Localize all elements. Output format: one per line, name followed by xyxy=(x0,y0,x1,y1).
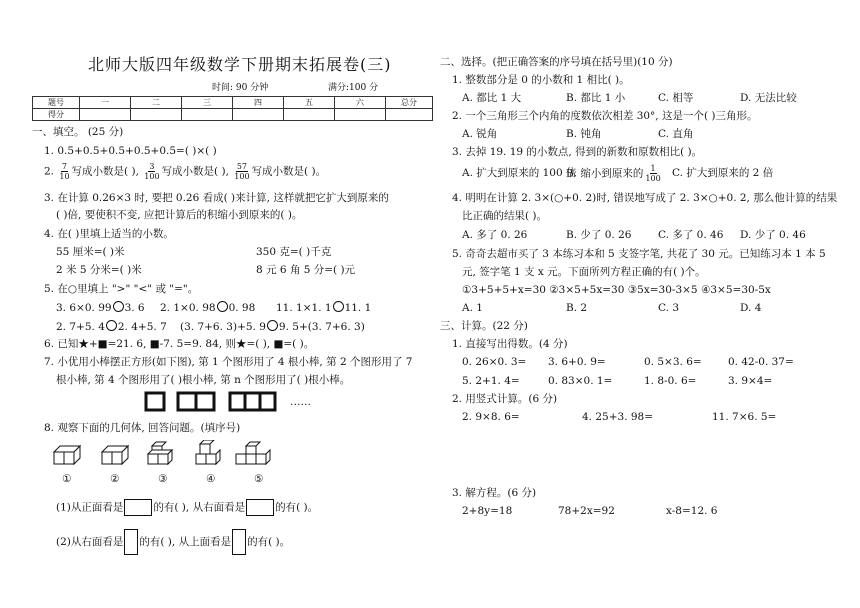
s1-q5-row1a xyxy=(56,301,145,315)
compare-circle[interactable] xyxy=(106,320,117,331)
fraction-denominator: 100 xyxy=(144,172,160,181)
compare-circle[interactable] xyxy=(217,301,228,312)
vertical-calc-item: 4. 25+3. 98= xyxy=(582,411,654,423)
s2-q2-option-b: B. 钝角 xyxy=(566,128,602,140)
compare-circle[interactable] xyxy=(333,301,344,312)
s1-q8-part2 xyxy=(56,529,290,555)
score-cell[interactable] xyxy=(131,109,182,121)
solid-label-2: ② xyxy=(110,473,120,485)
calc-item: 5. 2+1. 4= xyxy=(462,375,520,387)
table-header-cell: 三 xyxy=(182,97,233,109)
full-score: 满分:100 分 xyxy=(328,83,379,93)
s2-q3-option-a: A. 扩大到原来的 100 倍 xyxy=(462,167,577,179)
fraction xyxy=(233,162,250,181)
fraction-denominator: 10 xyxy=(59,172,70,181)
score-cell[interactable] xyxy=(335,109,386,121)
s1-q5: 5. 在○里填上 ">" "<" 或 "="。 xyxy=(44,283,199,295)
table-header-cell: 题号 xyxy=(33,97,80,109)
s2-q1-option-d: D. 无法比较 xyxy=(740,92,797,104)
square-figure-2 xyxy=(178,393,214,410)
s1-q4c: 2 米 5 分米=( )米 xyxy=(56,264,142,276)
calc-item: 1. 8-0. 6= xyxy=(644,375,697,387)
s1-q6: 6. 已知★+■=21. 6, ■-7. 5=9. 84, 则★=( ), ■=( )。 xyxy=(44,338,315,350)
fraction xyxy=(58,162,70,181)
s2-q3-option-c: C. 扩大到原来的 2 倍 xyxy=(672,167,774,179)
compare-circle[interactable] xyxy=(113,301,124,312)
table-header-cell: 总分 xyxy=(386,97,433,109)
score-cell[interactable] xyxy=(284,109,335,121)
s1-q7-line2: 根小棒, 第 4 个图形用了( )根小棒, 第 n 个图形用了( )根小棒。 xyxy=(56,374,351,386)
table-score-row xyxy=(33,109,433,121)
solid-label-5: ⑤ xyxy=(254,473,264,485)
solid-1 xyxy=(54,446,80,464)
s1-q5-row1b xyxy=(160,301,255,315)
expr: 11. 1 xyxy=(344,302,372,314)
solid-label-1: ① xyxy=(62,473,72,485)
s2-q5-equations: ①3+5+5+x=30 ②3×5+5x=30 ③5x=30-3×5 ④3×5=30-5x xyxy=(462,284,771,296)
s2-q5-option-a: A. 1 xyxy=(462,302,483,314)
s2-q3-option-b xyxy=(566,164,663,183)
expr: 3. 6 xyxy=(124,302,145,314)
equation-item: 78+2x=92 xyxy=(558,505,615,517)
score-table xyxy=(32,96,433,121)
s2-q4-line1: 4. 明明在计算 2. 3×(○+0. 2)时, 错误地写成了 2. 3×○+0. 2, 那么他计算的结果 xyxy=(452,192,838,204)
solid-4 xyxy=(196,440,220,464)
table-header-row xyxy=(33,97,433,109)
q-text: 的有( )。 xyxy=(247,536,291,548)
expr: 9. 5+(3. 7+6. 3) xyxy=(278,321,365,333)
section3-heading: 三、计算。(22 分) xyxy=(440,320,528,332)
equation-item: 2+8y=18 xyxy=(462,505,513,517)
expr: (3. 7+6. 3)+5. 9 xyxy=(180,321,266,333)
score-cell[interactable] xyxy=(386,109,433,121)
fraction-numerator: 3 xyxy=(149,162,155,171)
fraction-numerator: 57 xyxy=(236,162,248,171)
expr: 2. 1×0. 98 xyxy=(160,302,216,314)
q-text: 写成小数是( ), xyxy=(71,165,139,178)
vertical-calc-item: 2. 9×8. 6= xyxy=(462,411,520,423)
view-shape-double-square xyxy=(124,499,152,516)
table-header-cell: 一 xyxy=(80,97,131,109)
s2-q2-option-c: C. 直角 xyxy=(658,128,694,140)
calc-item: 3. 6+0. 9= xyxy=(548,356,606,368)
score-cell[interactable] xyxy=(233,109,284,121)
q-text: (1)从正面看是 xyxy=(56,501,124,514)
solid-5 xyxy=(236,442,270,464)
s1-q3-line1: 3. 在计算 0.26×3 时, 要把 0.26 看成( )来计算, 这样就把它扩大到原来的 xyxy=(44,192,389,204)
calc-item: 0. 42-0. 37= xyxy=(728,356,794,368)
s2-q4-option-b: B. 少了 0. 26 xyxy=(566,229,632,241)
calc-item: 0. 26×0. 3= xyxy=(462,356,527,368)
view-shape-double-square xyxy=(246,499,274,516)
fraction xyxy=(143,162,160,181)
s2-q2: 2. 一个三角形三个内角的度数依次相差 30°, 这是一个( )三角形。 xyxy=(452,110,758,122)
solid-label-3: ③ xyxy=(158,473,168,485)
s1-q8: 8. 观察下面的几何体, 回答问题。(填序号) xyxy=(44,422,241,434)
s2-q4-option-c: C. 多了 0. 46 xyxy=(658,229,724,241)
s2-q2-option-a: A. 锐角 xyxy=(462,128,498,140)
solid-2 xyxy=(102,446,128,464)
calc-item: 0. 83×0. 1= xyxy=(548,375,613,387)
score-cell[interactable] xyxy=(182,109,233,121)
s2-q1-option-b: B. 都比 1 小 xyxy=(566,92,626,104)
s2-q1: 1. 整数部分是 0 的小数和 1 相比( )。 xyxy=(452,74,630,86)
fraction-denominator: 100 xyxy=(234,172,250,181)
q-text: 的有( ), 从上面看是 xyxy=(139,536,232,548)
time-limit: 时间: 90 分钟 xyxy=(212,83,269,93)
geometric-solids-figure xyxy=(50,440,290,470)
s1-q7-line1: 7. 小优用小棒摆正方形(如下图), 第 1 个图形用了 4 根小棒, 第 2 个图形用了 7 xyxy=(44,356,413,368)
section1-heading: 一、填空。 (25 分) xyxy=(32,126,124,138)
expr: 11. 1×1. 1 xyxy=(276,302,332,314)
s3-p3: 3. 解方程。(6 分) xyxy=(452,487,537,499)
fraction-denominator: 100 xyxy=(645,174,661,183)
s1-q4a: 55 厘米=( )米 xyxy=(56,246,125,258)
s1-q8-part1 xyxy=(56,499,318,516)
q-number: 2. xyxy=(44,165,55,178)
q-text: 的有( )。 xyxy=(275,501,319,514)
expr: 2. 7+5. 4 xyxy=(56,321,105,333)
solid-label-4: ④ xyxy=(206,473,216,485)
s2-q5-option-b: B. 2 xyxy=(566,302,588,314)
expr: 2. 4+5. 7 xyxy=(117,321,167,333)
q-text: 写成小数是( )。 xyxy=(251,165,327,178)
ellipsis: …… xyxy=(290,396,311,408)
s3-p2: 2. 用竖式计算。(6 分) xyxy=(452,393,558,405)
s2-q4-line2: 比正确的结果( )。 xyxy=(462,210,548,222)
calc-item: 0. 5×3. 6= xyxy=(644,356,702,368)
score-cell[interactable] xyxy=(80,109,131,121)
s2-q3: 3. 去掉 19. 19 的小数点, 得到的新数和原数相比( )。 xyxy=(452,146,703,158)
s1-q5-row2b xyxy=(180,320,365,334)
s1-q5-row1c xyxy=(276,301,371,315)
q-text: (2)从右面看是 xyxy=(56,536,124,548)
s2-q1-option-c: C. 相等 xyxy=(658,92,694,104)
expr: 3. 6×0. 99 xyxy=(56,302,112,314)
s1-q4: 4. 在( )里填上适当的小数。 xyxy=(44,228,174,240)
vertical-calc-item: 11. 7×6. 5= xyxy=(712,411,777,423)
expr: 0. 98 xyxy=(228,302,256,314)
s2-q5-line2: 元, 签字笔 1 支 x 元。下面所列方程正确的有( )个。 xyxy=(462,266,706,278)
s3-p1: 1. 直接写出得数。(4 分) xyxy=(452,338,568,350)
s1-q5-row2a xyxy=(56,320,167,334)
calc-item: 3. 9×4= xyxy=(728,375,773,387)
view-shape-stacked-square xyxy=(124,529,138,555)
table-header-cell: 四 xyxy=(233,97,284,109)
equation-item: x-8=12. 6 xyxy=(666,505,718,517)
s1-q1: 1. 0.5+0.5+0.5+0.5+0.5=( )×( ) xyxy=(44,145,217,157)
s1-q2 xyxy=(44,162,326,181)
s1-q4d: 8 元 6 角 5 分=( )元 xyxy=(256,264,356,276)
s2-q5-line1: 5. 奇奇去超市买了 3 本练习本和 5 支签字笔, 共花了 30 元。已知练习本 1 本 5 xyxy=(452,248,826,260)
view-shape-stacked-square xyxy=(232,529,246,555)
table-header-cell: 五 xyxy=(284,97,335,109)
square-figure-3 xyxy=(230,393,275,410)
s2-q5-option-d: D. 4 xyxy=(740,302,762,314)
page-title: 北师大版四年级数学下册期末拓展卷(三) xyxy=(88,55,392,74)
s2-q1-option-a: A. 都比 1 大 xyxy=(462,92,522,104)
s1-q4b: 350 克=( )千克 xyxy=(256,246,332,258)
table-header-cell: 二 xyxy=(131,97,182,109)
s1-q3-line2: ( )倍, 要使积不变, 应把计算后的积缩小到原来的( )。 xyxy=(56,209,303,221)
section2-heading: 二、选择。(把正确答案的序号填在括号里)(10 分) xyxy=(440,56,673,68)
q-text: 写成小数是( ), xyxy=(161,165,229,178)
s2-q4-option-a: A. 多了 0. 26 xyxy=(462,229,528,241)
s2-q4-option-d: D. 少了 0. 46 xyxy=(740,229,806,241)
fraction-numerator: 1 xyxy=(650,164,656,173)
option-text: B. 缩小到原来的 xyxy=(566,167,644,180)
fraction-numerator: 7 xyxy=(61,162,68,171)
fraction xyxy=(644,164,661,183)
s2-q5-option-c: C. 3 xyxy=(658,302,680,314)
q-text: 的有( ), 从右面看是 xyxy=(153,501,246,514)
solid-3 xyxy=(148,442,172,464)
table-header-cell: 六 xyxy=(335,97,386,109)
table-row-label: 得分 xyxy=(33,109,80,121)
square-figure-1 xyxy=(146,393,164,410)
compare-circle[interactable] xyxy=(267,320,278,331)
